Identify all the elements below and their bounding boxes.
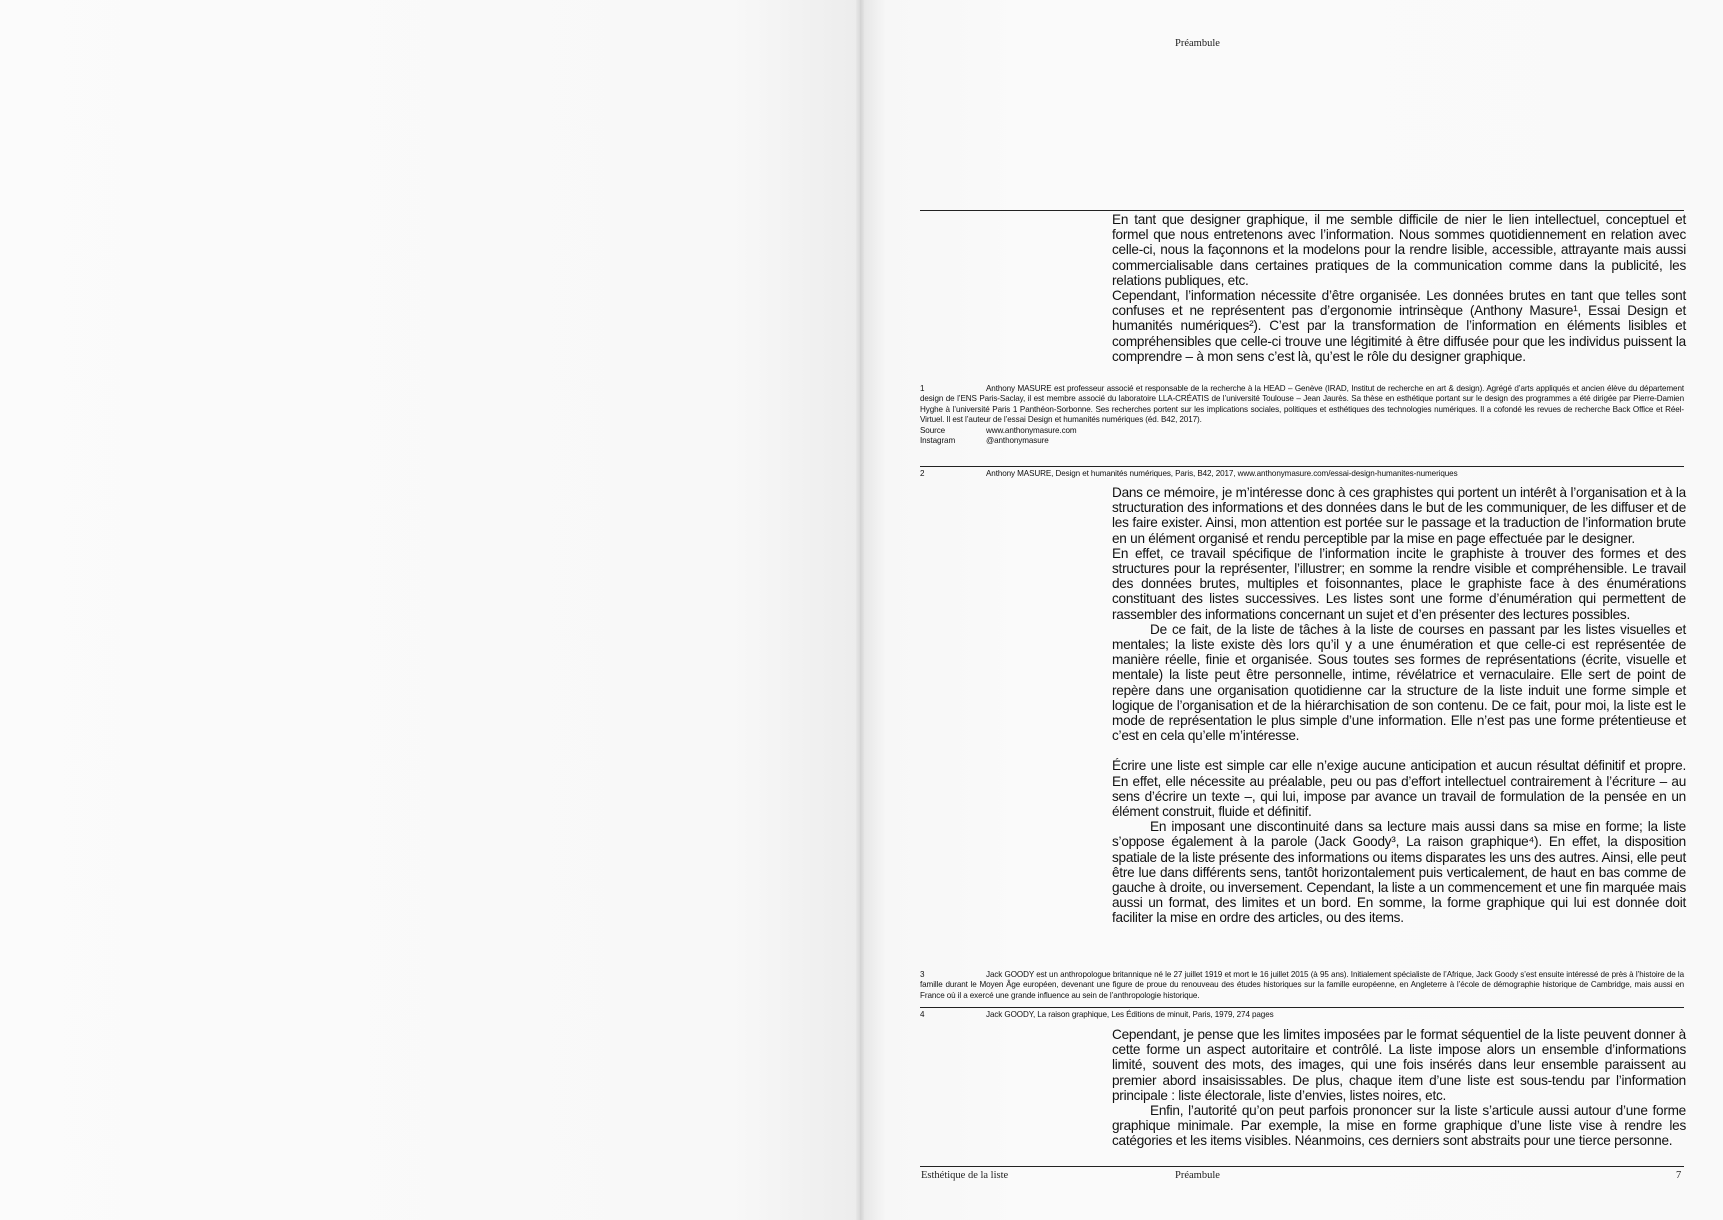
body-text-block-3 (1112, 1027, 1686, 1149)
footnote-text: Anthony MASURE est professeur associé et responsable de la recherche à la HEAD – Genève (IRAD, Institut de recherche en art & design). Agrégé d’arts appliqués et ancien élève du département design de l’ENS Paris-Saclay, il est membre associé du laboratoire LLA-CRÉATIS de l’université Toulouse – Jean Jaurès. Sa thèse en esthétique portant sur le design des programmes a été dirigée par Pierre-Damien Hyghe à l’université Paris 1 Panthéon-Sorbonne. Ses recherches portent sur les implications sociales, politiques et esthétiques des technologies numériques. Il a cofondé les revues de recherche Back Office et Réel-Virtuel. Il est l’auteur de l’essai Design et humanités numériques (éd. B42, 2017). (920, 384, 1684, 425)
footnote-text: Jack GOODY, La raison graphique, Les Éditions de minuit, Paris, 1979, 274 pages (986, 1010, 1274, 1019)
footnote-1 (920, 384, 1684, 446)
footnote-number: 4 (920, 1010, 925, 1019)
paragraph: Dans ce mémoire, je m’intéresse donc à ces graphistes qui portent un intérêt à l’organisation et à la structuration des informations et des données dans le but de les communiquer, de les diffuser et de les faire exister. Ainsi, mon attention est portée sur le passage et la traduction de l’information brute en un élément organisé et rendu perceptible par la mise en page effectuée par le designer. (1112, 485, 1686, 546)
body-text-block-1 (1112, 212, 1686, 364)
footnote-number: 2 (920, 469, 925, 478)
footnote-rule (920, 466, 1684, 467)
footer-section: Préambule (1175, 1170, 1220, 1181)
body-text-block-2 (1112, 485, 1686, 926)
page-number: 7 (1676, 1170, 1682, 1181)
running-head: Préambule (1175, 38, 1220, 49)
instagram-handle[interactable]: @anthonymasure (986, 436, 1049, 446)
paragraph: En effet, ce travail spécifique de l’information incite le graphiste à trouver des formes et des structures pour la représenter, l’illustrer; en somme la rendre visible et compréhensible. Le travail des données brutes, multiples et foisonnantes, place le graphiste face à des énumérations constituant des listes successives. Les listes sont une forme d’énumération qui permettent de rassembler des informations concernant un sujet et d’en présenter des lectures possibles. (1112, 545, 1686, 622)
paragraph: En tant que designer graphique, il me semble difficile de nier le lien intellectuel, conceptuel et formel que nous entretenons avec l’information. Nous sommes quotidiennement en relation avec celle-ci, nous la façonnons et la modelons pour la rendre lisible, accessible, attrayante mais aussi commercialisable dans certaines pratiques de la communication comme dans la publicité, les relations publiques, etc. (1112, 212, 1686, 288)
footnote-2 (920, 469, 1684, 479)
footnote-3 (920, 970, 1684, 1001)
footnote-text: Anthony MASURE, Design et humanités numériques, Paris, B42, 2017, www.anthonymasure.com/essai-design-humanites-numeriques (986, 469, 1458, 478)
left-page-blank (0, 0, 860, 1220)
paragraph: De ce fait, de la liste de tâches à la liste de courses en passant par les listes visuelles et mentales; la liste existe dès lors qu’il y a une énumération et que celle-ci est représentée de manière réelle, finie et organisée. Sous toutes ses formes de représentations (écrite, visuelle et mentale) la liste peut être personnelle, intime, révélatrice et vernaculaire. Elle sert de point de repère dans une organisation quotidienne car la structure de la liste induit une forme simple et logique de l’organisation et de la hiérarchisation de son contenu. De ce fait, pour moi, la liste est le mode de représentation le plus simple d’une information. Elle n’est pas une forme prétentieuse et c’est en cela qu’elle m’intéresse. (1112, 621, 1686, 744)
paragraph: En imposant une discontinuité dans sa lecture mais aussi dans sa mise en forme; la liste s’oppose également à la parole (Jack Goody³, La raison graphique⁴). En effet, la disposition spatiale de la liste présente des informations ou items disparates les uns des autres. Ainsi, elle peut être lue dans différents sens, tantôt horizontalement puis verticalement, de haut en bas comme de gauche à droite, ou inversement. Cependant, la liste a un commencement et une fin marquée mais aussi un format, des limites et un bord. En somme, la forme graphique qui lui est donnée doit faciliter la mise en ordre des articles, ou des items. (1112, 819, 1686, 926)
footnote-text: Jack GOODY est un anthropologue britannique né le 27 juillet 1919 et mort le 16 juillet 2015 (à 95 ans). Initialement spécialiste de l’Afrique, Jack Goody s’est ensuite intéressé de près à l’histoire de la famille durant le Moyen Âge européen, devenant une figure de proue du renouveau des études historiques sur la famille européenne, en Angleterre à l’école de démographie historique de Cambridge, mais aussi en France où il a exercé une grande influence au sein de l’anthropologie historique. (920, 970, 1684, 1000)
paragraph: Enfin, l’autorité qu’on peut parfois prononcer sur la liste s’articule aussi autour d’une forme graphique minimale. Par exemple, la mise en forme graphique d’une liste vise à rendre les catégories et les items visibles. Néanmoins, ces derniers sont abstraits pour une tierce personne. (1112, 1103, 1686, 1149)
source-link[interactable]: www.anthonymasure.com (986, 425, 1077, 435)
paragraph: Écrire une liste est simple car elle n’exige aucune anticipation et aucun résultat définitif et propre. En effet, elle nécessite au préalable, peu ou pas d’effort intellectuel contrairement à l’écriture – au sens d’écrire un texte –, qui lui, impose par avance un travail de formulation de la pensée en un élément construit, fluide et définitif. (1112, 758, 1686, 820)
paragraph: Cependant, je pense que les limites imposées par le format séquentiel de la liste peuvent donner à cette forme un aspect autoritaire et contrôlé. La liste impose alors un ensemble d’informations limité, souvent des mots, des images, qui une fois insérés dans leur ensemble paraissent au premier abord insaisissables. De plus, chaque item d’une liste est sous-tendu par l’information principale : liste électorale, liste d’envies, listes noires, etc. (1112, 1027, 1686, 1103)
footnote-4 (920, 1010, 1684, 1020)
footnote-source-row (920, 426, 1684, 436)
instagram-label: Instagram (920, 436, 956, 446)
footnote-number: 1 (920, 384, 925, 393)
footnote-number: 3 (920, 970, 925, 979)
footer-book-title: Esthétique de la liste (921, 1170, 1009, 1181)
section-rule (920, 210, 1684, 211)
footer-rule (920, 1166, 1684, 1167)
footnote-instagram-row (920, 436, 1684, 446)
book-gutter (856, 0, 864, 1220)
source-label: Source (920, 425, 946, 435)
footnote-rule (920, 1007, 1684, 1008)
paragraph: Cependant, l’information nécessite d’être organisée. Les données brutes en tant que telles sont confuses et ne représentent pas d’ergonomie intrinsèque (Anthony Masure¹, Essai Design et humanités numériques²). C’est par la transformation de l’information en éléments lisibles et compréhensibles que celle-ci trouve une légitimité à être diffusée pour que les individus puissent la comprendre – à mon sens c’est là, qu’est le rôle du designer graphique. (1112, 288, 1686, 364)
